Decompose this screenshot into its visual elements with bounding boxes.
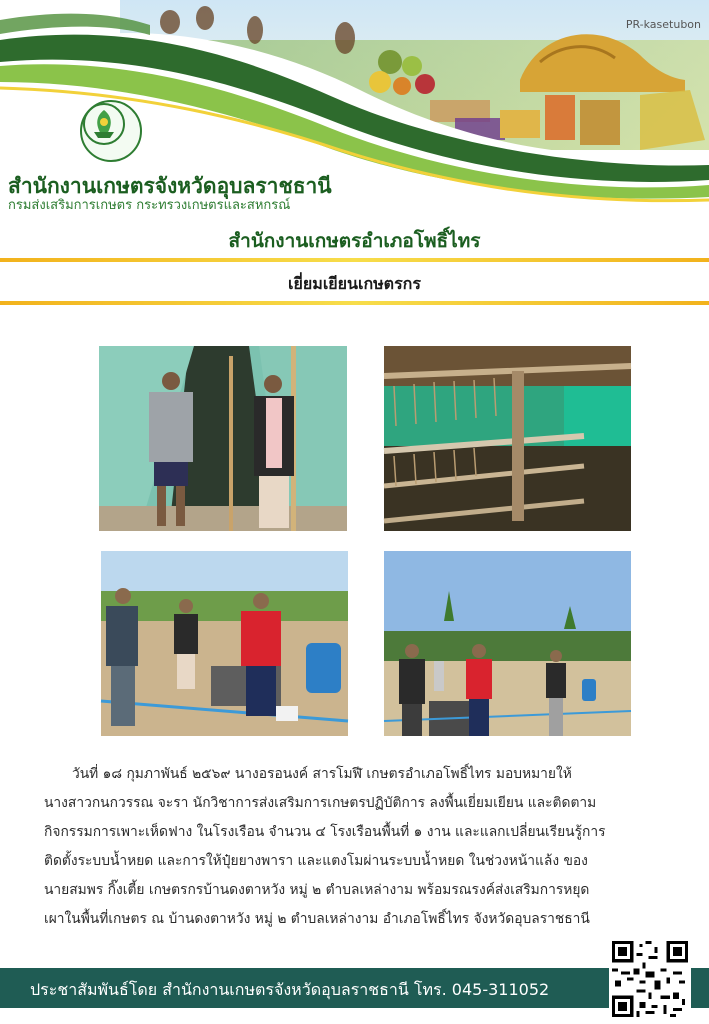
photo-field-visit (384, 551, 631, 736)
body-line: เผาในพื้นที่เกษตร ณ บ้านดงตาหวัง หมู่ ๒ ตำบลเหล่างาม อำเภอโพธิ์ไทร จังหวัดอุบลราชธานี (44, 911, 590, 927)
office-subtitle: กรมส่งเสริมการเกษตร กระทรวงเกษตรและสหกรณ์ (8, 198, 291, 213)
qr-code[interactable] (609, 938, 691, 1020)
district-title: สำนักงานเกษตรอำเภอโพธิ์ไทร (228, 230, 481, 252)
body-line: นางสาวกนกวรรณ จะรา นักวิชาการส่งเสริมการเกษตรปฏิบัติการ ลงพื้นเยี่ยมเยียน และติดตาม (44, 795, 597, 811)
divider-top (0, 258, 709, 262)
ministry-logo (80, 100, 142, 162)
qr-code-icon (612, 941, 688, 1017)
body-line: นายสมพร กิ๊งเตี้ย เกษตรกรบ้านดงตาหวัง หมู่ ๒ ตำบลเหล่างาม พร้อมรณรงค์ส่งเสริมการหยุด (44, 882, 590, 898)
body-line: ติดตั้งระบบน้ำหยด และการให้ปุ๋ยยางพารา และแตงโมผ่านระบบน้ำหยด ในช่วงหน้าแล้ง ของ (44, 853, 588, 869)
photo-drip-irrigation-visit (101, 551, 348, 736)
topic-title: เยี่ยมเยียนเกษตรกร (288, 274, 421, 293)
article-body (44, 760, 674, 934)
emblem-icon (82, 102, 126, 146)
body-line: กิจกรรมการเพาะเห็ดฟาง ในโรงเรือน จำนวน ๔ โรงเรือนพื้นที่ ๑ งาน และแลกเปลี่ยนเรียนรู้การ (44, 824, 606, 840)
footer-contact: ประชาสัมพันธ์โดย สำนักงานเกษตรจังหวัดอุบลราชธานี โทร. 045-311052 (30, 980, 550, 999)
office-name: สำนักงานเกษตรจังหวัดอุบลราชธานี (8, 174, 332, 198)
body-line: วันที่ ๑๘ กุมภาพันธ์ ๒๕๖๙ นางอรอนงค์ สารโมฬี เกษตรอำเภอโพธิ์ไทร มอบหมายให้ (72, 766, 572, 782)
photo-mushroom-tent-visit (99, 346, 347, 531)
pr-tag: PR-kasetubon (625, 18, 701, 31)
header-banner (0, 0, 709, 213)
photo-mushroom-racks (384, 346, 631, 531)
divider-bottom (0, 301, 709, 305)
